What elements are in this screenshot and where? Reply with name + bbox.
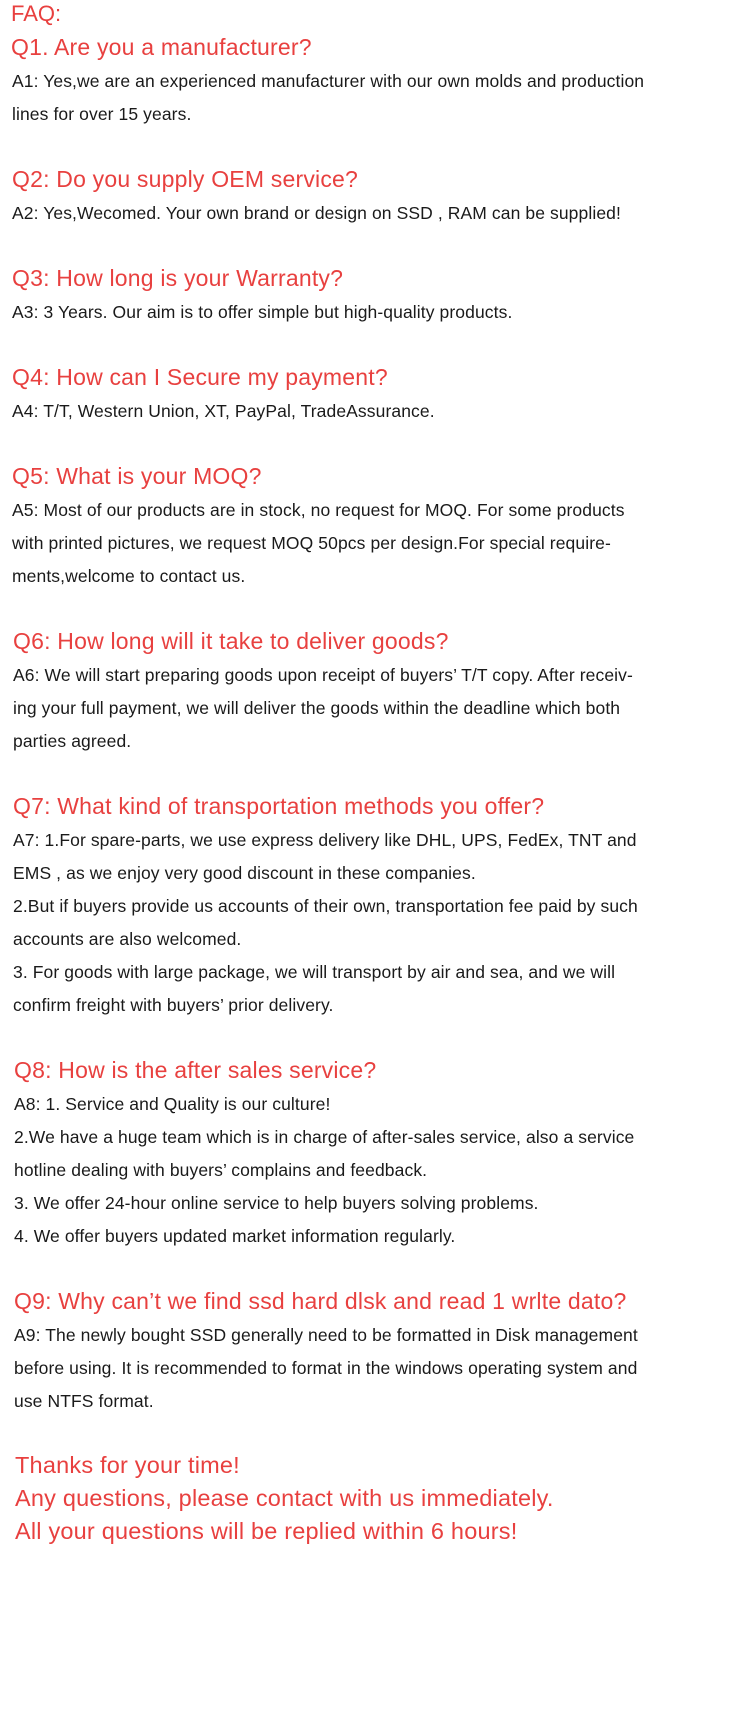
- closing-reply-time: All your questions will be replied within 6 hours!: [15, 1518, 518, 1544]
- faq-answer-8-line-4: 3. We offer 24-hour online service to help buyers solving problems.: [14, 1193, 539, 1213]
- faq-answer-9-line-3: use NTFS format.: [14, 1391, 154, 1411]
- faq-title: FAQ:: [11, 1, 62, 26]
- faq-question-4: Q4: How can I Secure my payment?: [12, 364, 388, 390]
- faq-question-6: Q6: How long will it take to deliver goods?: [13, 628, 449, 654]
- closing-contact: Any questions, please contact with us immediately.: [15, 1485, 554, 1511]
- faq-answer-9-line-2: before using. It is recommended to format in the windows operating system and: [14, 1358, 638, 1378]
- faq-answer-6-line-3: parties agreed.: [13, 731, 132, 751]
- faq-answer-3-line-1: A3: 3 Years. Our aim is to offer simple but high-quality products.: [12, 302, 513, 322]
- faq-question-5: Q5: What is your MOQ?: [12, 463, 262, 489]
- faq-answer-6-line-2: ing your full payment, we will deliver the goods within the deadline which both: [13, 698, 621, 718]
- faq-answer-5-line-3: ments,welcome to contact us.: [12, 566, 246, 586]
- faq-answer-9-line-1: A9: The newly bought SSD generally need to be formatted in Disk management: [14, 1325, 638, 1345]
- faq-question-9: Q9: Why can’t we find ssd hard dlsk and read 1 wrlte dato?: [14, 1288, 627, 1314]
- faq-question-7: Q7: What kind of transportation methods you offer?: [13, 793, 545, 819]
- faq-answer-5-line-1: A5: Most of our products are in stock, no request for MOQ. For some products: [12, 500, 625, 520]
- faq-answer-2-line-1: A2: Yes,Wecomed. Your own brand or design on SSD , RAM can be supplied!: [12, 203, 621, 223]
- faq-answer-7-line-1: A7: 1.For spare-parts, we use express delivery like DHL, UPS, FedEx, TNT and: [13, 830, 637, 850]
- faq-answer-7-line-3: 2.But if buyers provide us accounts of their own, transportation fee paid by such: [13, 896, 638, 916]
- faq-answer-7-line-6: confirm freight with buyers’ prior delivery.: [13, 995, 334, 1015]
- faq-answer-7-line-4: accounts are also welcomed.: [13, 929, 242, 949]
- faq-question-1: Q1. Are you a manufacturer?: [11, 34, 312, 60]
- faq-question-8: Q8: How is the after sales service?: [14, 1057, 377, 1083]
- faq-answer-8-line-5: 4. We offer buyers updated market information regularly.: [14, 1226, 456, 1246]
- faq-question-2: Q2: Do you supply OEM service?: [12, 166, 359, 192]
- faq-answer-8-line-1: A8: 1. Service and Quality is our culture!: [14, 1094, 331, 1114]
- faq-answer-7-line-5: 3. For goods with large package, we will transport by air and sea, and we will: [13, 962, 616, 982]
- faq-answer-6-line-1: A6: We will start preparing goods upon receipt of buyers’ T/T copy. After receiv-: [13, 665, 633, 685]
- faq-answer-5-line-2: with printed pictures, we request MOQ 50pcs per design.For special require-: [12, 533, 611, 553]
- faq-question-3: Q3: How long is your Warranty?: [12, 265, 344, 291]
- faq-answer-1-line-1: A1: Yes,we are an experienced manufacturer with our own molds and production: [12, 71, 645, 91]
- faq-answer-8-line-3: hotline dealing with buyers’ complains and feedback.: [14, 1160, 428, 1180]
- faq-answer-7-line-2: EMS , as we enjoy very good discount in these companies.: [13, 863, 476, 883]
- faq-answer-4-line-1: A4: T/T, Western Union, XT, PayPal, TradeAssurance.: [12, 401, 435, 421]
- faq-answer-1-line-2: lines for over 15 years.: [12, 104, 192, 124]
- closing-thanks: Thanks for your time!: [15, 1452, 240, 1478]
- faq-answer-8-line-2: 2.We have a huge team which is in charge of after-sales service, also a service: [14, 1127, 635, 1147]
